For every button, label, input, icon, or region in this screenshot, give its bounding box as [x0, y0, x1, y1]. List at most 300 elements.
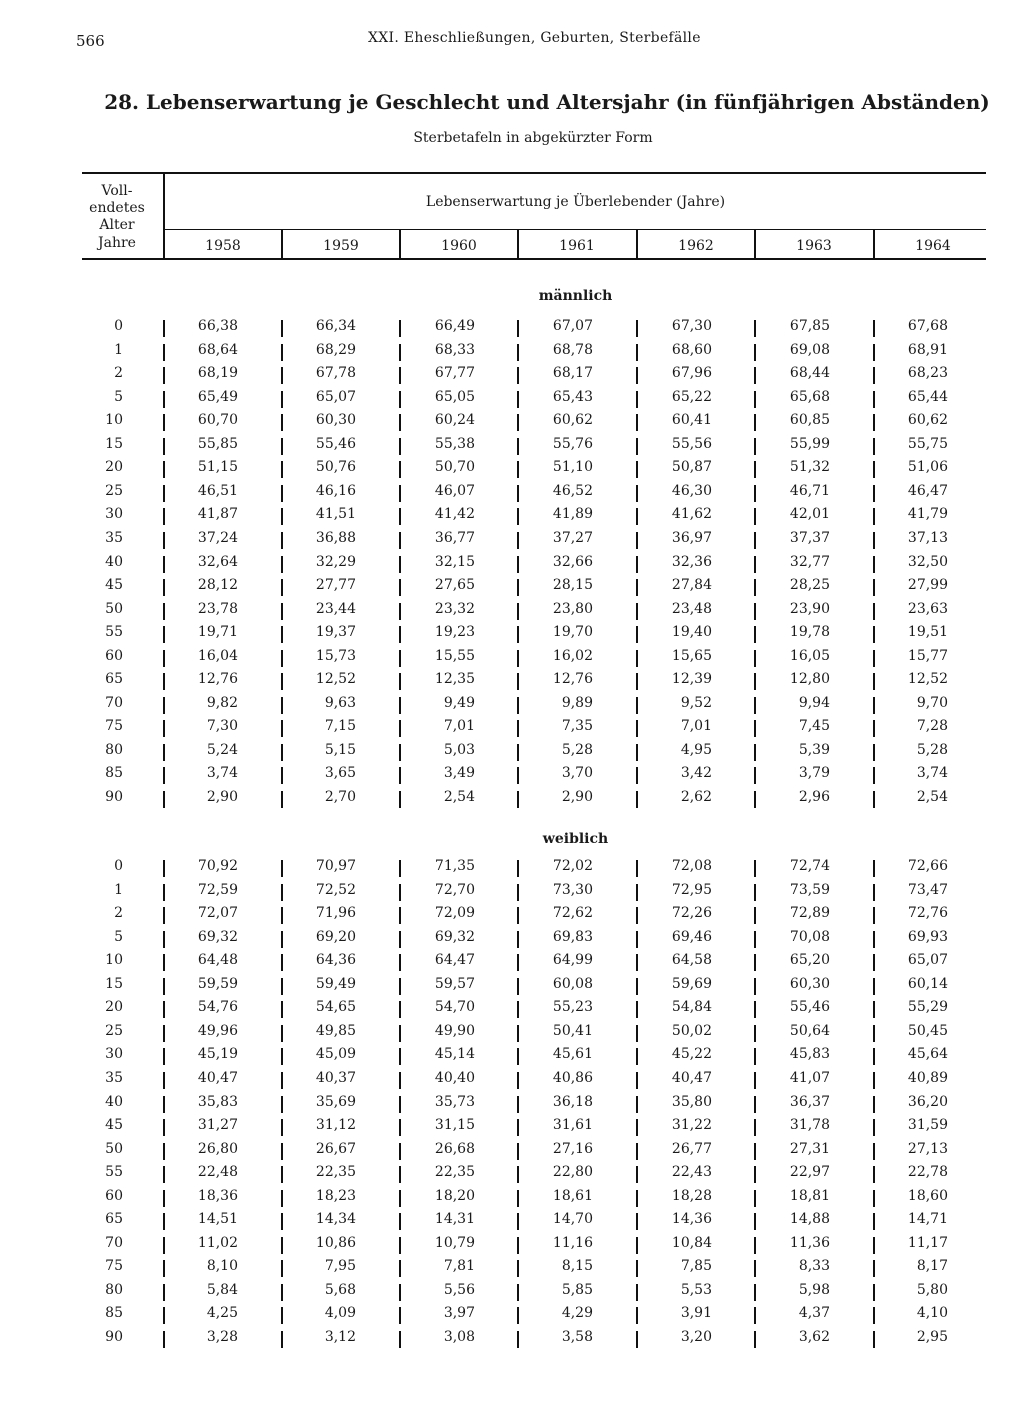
table-row: [0, 671, 1024, 694]
value-cell: 68,78: [552, 341, 593, 358]
value-cell: 3,42: [680, 765, 712, 782]
age-unit-header: Jahre: [98, 235, 136, 251]
column-divider: [281, 1143, 283, 1160]
column-divider: [163, 532, 165, 549]
column-divider: [163, 344, 165, 361]
column-divider: [517, 907, 519, 924]
value-cell: 3,28: [206, 1329, 238, 1345]
year-header: 1959: [323, 238, 359, 254]
column-divider: [636, 931, 638, 948]
value-cell: 46,07: [434, 482, 475, 499]
age-cell: 1: [114, 341, 123, 358]
column-divider: [399, 720, 401, 737]
age-cell: 70: [105, 694, 123, 711]
age-cell: 2: [114, 365, 123, 382]
column-divider: [754, 954, 756, 971]
value-cell: 9,89: [561, 694, 593, 711]
column-divider: [517, 978, 519, 995]
age-cell: 15: [105, 975, 123, 992]
column-divider: [636, 720, 638, 737]
value-cell: 3,58: [561, 1329, 593, 1345]
table-row: [0, 1329, 1024, 1352]
column-divider: [399, 367, 401, 384]
value-cell: 14,51: [197, 1211, 238, 1228]
value-cell: 60,70: [197, 412, 238, 429]
value-cell: 31,12: [315, 1117, 356, 1134]
table-row: [0, 952, 1024, 975]
value-cell: 71,96: [315, 905, 356, 922]
value-cell: 11,36: [789, 1234, 830, 1251]
column-divider: [163, 978, 165, 995]
value-cell: 72,70: [434, 881, 475, 898]
column-divider: [281, 1048, 283, 1065]
value-cell: 49,85: [315, 1022, 356, 1039]
value-cell: 67,07: [552, 318, 593, 334]
column-divider: [873, 1143, 875, 1160]
column-divider: [636, 1096, 638, 1113]
value-cell: 7,45: [798, 718, 830, 735]
page-number: 566: [76, 32, 105, 50]
age-cell: 85: [105, 765, 123, 782]
column-divider: [517, 1284, 519, 1301]
value-cell: 12,39: [671, 671, 712, 688]
table-row: [0, 1211, 1024, 1234]
column-divider: [399, 320, 401, 337]
column-divider: [281, 391, 283, 408]
value-cell: 12,52: [315, 671, 356, 688]
column-divider: [163, 767, 165, 784]
column-divider: [636, 438, 638, 455]
value-cell: 3,74: [916, 765, 948, 782]
value-cell: 37,24: [197, 529, 238, 546]
value-cell: 73,30: [552, 881, 593, 898]
value-cell: 51,15: [197, 459, 238, 476]
column-divider: [399, 744, 401, 761]
column-divider: [399, 767, 401, 784]
value-cell: 60,41: [671, 412, 712, 429]
column-divider: [873, 931, 875, 948]
column-divider: [873, 461, 875, 478]
column-divider: [754, 1260, 756, 1277]
column-divider: [517, 461, 519, 478]
value-cell: 5,84: [206, 1281, 238, 1298]
value-cell: 15,77: [907, 647, 948, 664]
column-divider: [754, 320, 756, 337]
column-divider: [163, 1096, 165, 1113]
column-divider: [281, 556, 283, 573]
column-divider: [754, 1331, 756, 1348]
age-cell: 0: [114, 858, 123, 874]
column-divider: [873, 508, 875, 525]
column-divider: [281, 367, 283, 384]
column-divider: [163, 485, 165, 502]
age-cell: 60: [105, 1187, 123, 1204]
value-cell: 11,02: [197, 1234, 238, 1251]
column-divider: [754, 1166, 756, 1183]
value-cell: 19,23: [434, 624, 475, 641]
column-divider: [754, 1213, 756, 1230]
column-divider: [281, 978, 283, 995]
table-row: [0, 483, 1024, 506]
value-cell: 32,29: [315, 553, 356, 570]
value-cell: 68,23: [907, 365, 948, 382]
value-cell: 2,90: [561, 789, 593, 805]
value-cell: 59,59: [197, 975, 238, 992]
value-cell: 65,44: [907, 388, 948, 405]
column-divider: [281, 884, 283, 901]
value-cell: 4,10: [916, 1305, 948, 1322]
column-divider: [636, 532, 638, 549]
column-divider: [517, 1143, 519, 1160]
column-divider: [517, 344, 519, 361]
column-divider: [873, 884, 875, 901]
value-cell: 8,10: [206, 1258, 238, 1275]
column-divider: [399, 1260, 401, 1277]
value-cell: 68,64: [197, 341, 238, 358]
value-cell: 23,78: [197, 600, 238, 617]
column-divider: [163, 697, 165, 714]
age-cell: 45: [105, 577, 123, 594]
column-divider: [163, 320, 165, 337]
value-cell: 69,08: [789, 341, 830, 358]
header-bottom-rule: [82, 258, 986, 260]
column-divider: [517, 1331, 519, 1348]
column-divider: [636, 1190, 638, 1207]
column-divider: [517, 1166, 519, 1183]
column-divider: [281, 603, 283, 620]
value-cell: 64,47: [434, 952, 475, 969]
column-divider: [163, 556, 165, 573]
value-cell: 5,98: [798, 1281, 830, 1298]
column-divider: [636, 744, 638, 761]
table-row: [0, 1305, 1024, 1328]
column-divider: [163, 1025, 165, 1042]
table-row: [0, 1235, 1024, 1258]
column-divider: [163, 414, 165, 431]
column-divider: [163, 744, 165, 761]
value-cell: 14,71: [907, 1211, 948, 1228]
value-cell: 68,91: [907, 341, 948, 358]
column-divider: [399, 532, 401, 549]
table-title: 28. Lebenserwartung je Geschlecht und Altersjahr (in fünfjährigen Abständen): [104, 90, 990, 114]
value-cell: 66,34: [315, 318, 356, 334]
column-divider: [873, 1025, 875, 1042]
value-cell: 14,31: [434, 1211, 475, 1228]
value-cell: 15,65: [671, 647, 712, 664]
value-cell: 22,97: [789, 1164, 830, 1181]
value-cell: 35,83: [197, 1093, 238, 1110]
column-divider: [636, 884, 638, 901]
column-divider: [281, 320, 283, 337]
value-cell: 65,07: [315, 388, 356, 405]
value-cell: 70,97: [315, 858, 356, 874]
age-header-line: Alter: [99, 217, 135, 233]
table-row: [0, 1023, 1024, 1046]
value-cell: 2,70: [324, 789, 356, 805]
value-cell: 23,90: [789, 600, 830, 617]
value-cell: 22,35: [315, 1164, 356, 1181]
value-cell: 55,46: [315, 435, 356, 452]
value-cell: 40,47: [671, 1069, 712, 1086]
column-divider: [163, 791, 165, 808]
value-cell: 41,89: [552, 506, 593, 523]
column-divider: [399, 461, 401, 478]
column-divider: [399, 1119, 401, 1136]
value-cell: 51,06: [907, 459, 948, 476]
column-divider: [517, 1213, 519, 1230]
column-divider: [517, 791, 519, 808]
column-divider: [754, 1119, 756, 1136]
column-divider: [281, 1213, 283, 1230]
age-cell: 10: [105, 952, 123, 969]
column-divider: [636, 579, 638, 596]
column-divider: [517, 414, 519, 431]
column-divider: [281, 1166, 283, 1183]
value-cell: 16,05: [789, 647, 830, 664]
table-row: [0, 765, 1024, 788]
value-cell: 19,37: [315, 624, 356, 641]
value-cell: 5,28: [561, 741, 593, 758]
column-divider: [281, 954, 283, 971]
age-cell: 20: [105, 459, 123, 476]
column-divider: [517, 954, 519, 971]
value-cell: 26,77: [671, 1140, 712, 1157]
age-cell: 80: [105, 1281, 123, 1298]
age-header-line: endetes: [89, 200, 145, 216]
column-divider: [873, 1331, 875, 1348]
value-cell: 60,14: [907, 975, 948, 992]
value-cell: 69,32: [197, 928, 238, 945]
value-cell: 3,65: [324, 765, 356, 782]
column-divider: [636, 860, 638, 877]
value-cell: 72,52: [315, 881, 356, 898]
value-cell: 65,22: [671, 388, 712, 405]
column-divider: [163, 1143, 165, 1160]
column-divider: [163, 391, 165, 408]
value-cell: 55,75: [907, 435, 948, 452]
column-divider: [873, 650, 875, 667]
column-divider: [517, 1048, 519, 1065]
column-divider: [163, 1166, 165, 1183]
column-divider: [163, 1119, 165, 1136]
value-cell: 68,19: [197, 365, 238, 382]
value-cell: 3,62: [798, 1329, 830, 1345]
value-cell: 32,50: [907, 553, 948, 570]
value-cell: 55,85: [197, 435, 238, 452]
value-cell: 72,76: [907, 905, 948, 922]
value-cell: 45,09: [315, 1046, 356, 1063]
value-cell: 72,02: [552, 858, 593, 874]
value-cell: 35,80: [671, 1093, 712, 1110]
value-cell: 27,31: [789, 1140, 830, 1157]
value-cell: 12,76: [552, 671, 593, 688]
column-divider: [517, 1307, 519, 1324]
column-divider: [873, 1307, 875, 1324]
value-cell: 8,15: [561, 1258, 593, 1275]
column-divider: [636, 978, 638, 995]
value-cell: 68,60: [671, 341, 712, 358]
value-cell: 23,48: [671, 600, 712, 617]
column-divider: [399, 931, 401, 948]
column-divider: [281, 579, 283, 596]
age-cell: 90: [105, 789, 123, 805]
column-divider: [517, 1001, 519, 1018]
value-cell: 9,63: [324, 694, 356, 711]
value-cell: 18,28: [671, 1187, 712, 1204]
column-divider: [399, 884, 401, 901]
column-divider: [399, 1143, 401, 1160]
value-cell: 50,02: [671, 1022, 712, 1039]
value-cell: 12,52: [907, 671, 948, 688]
table-row: [0, 459, 1024, 482]
value-cell: 9,82: [206, 694, 238, 711]
table-row: [0, 601, 1024, 624]
table-row: [0, 624, 1024, 647]
value-cell: 27,13: [907, 1140, 948, 1157]
value-cell: 46,51: [197, 482, 238, 499]
year-header: 1962: [678, 238, 714, 254]
value-cell: 60,62: [552, 412, 593, 429]
column-divider: [636, 1072, 638, 1089]
column-divider: [873, 1213, 875, 1230]
column-divider: [399, 556, 401, 573]
table-subtitle: Sterbetafeln in abgekürzter Form: [413, 130, 653, 146]
column-divider: [281, 1260, 283, 1277]
column-divider: [517, 697, 519, 714]
column-divider: [754, 391, 756, 408]
column-divider: [754, 438, 756, 455]
column-divider: [754, 508, 756, 525]
value-cell: 73,59: [789, 881, 830, 898]
value-cell: 40,40: [434, 1069, 475, 1086]
column-divider: [517, 508, 519, 525]
column-divider: [517, 391, 519, 408]
value-cell: 4,95: [680, 741, 712, 758]
column-divider: [754, 344, 756, 361]
column-divider: [873, 1166, 875, 1183]
column-divider: [517, 673, 519, 690]
column-divider: [517, 1260, 519, 1277]
column-divider: [754, 650, 756, 667]
value-cell: 54,84: [671, 999, 712, 1016]
column-divider: [636, 320, 638, 337]
age-cell: 55: [105, 1164, 123, 1181]
column-divider: [636, 414, 638, 431]
value-cell: 60,62: [907, 412, 948, 429]
value-cell: 2,62: [680, 789, 712, 805]
column-divider: [163, 1001, 165, 1018]
value-cell: 54,65: [315, 999, 356, 1016]
column-divider: [636, 650, 638, 667]
value-cell: 64,48: [197, 952, 238, 969]
column-divider: [281, 532, 283, 549]
value-cell: 37,37: [789, 529, 830, 546]
value-cell: 22,35: [434, 1164, 475, 1181]
column-divider: [399, 673, 401, 690]
value-cell: 5,28: [916, 741, 948, 758]
table-row: [0, 1117, 1024, 1140]
column-divider: [399, 485, 401, 502]
column-divider: [399, 907, 401, 924]
value-cell: 5,53: [680, 1281, 712, 1298]
value-cell: 69,46: [671, 928, 712, 945]
header-column-divider: [754, 230, 756, 259]
value-cell: 16,02: [552, 647, 593, 664]
value-cell: 40,47: [197, 1069, 238, 1086]
column-divider: [163, 931, 165, 948]
column-divider: [754, 1048, 756, 1065]
age-cell: 1: [114, 881, 123, 898]
column-divider: [636, 791, 638, 808]
value-cell: 19,70: [552, 624, 593, 641]
value-cell: 35,73: [434, 1093, 475, 1110]
value-cell: 51,32: [789, 459, 830, 476]
value-cell: 40,37: [315, 1069, 356, 1086]
table-row: [0, 999, 1024, 1022]
value-cell: 18,81: [789, 1187, 830, 1204]
column-divider: [873, 603, 875, 620]
value-cell: 19,51: [907, 624, 948, 641]
value-cell: 68,44: [789, 365, 830, 382]
value-cell: 37,27: [552, 529, 593, 546]
value-cell: 41,07: [789, 1069, 830, 1086]
value-cell: 12,35: [434, 671, 475, 688]
value-cell: 3,49: [443, 765, 475, 782]
value-cell: 45,64: [907, 1046, 948, 1063]
value-cell: 4,29: [561, 1305, 593, 1322]
column-divider: [517, 744, 519, 761]
age-cell: 5: [114, 928, 123, 945]
column-divider: [873, 1096, 875, 1113]
table-row: [0, 789, 1024, 812]
value-cell: 2,96: [798, 789, 830, 805]
column-divider: [873, 320, 875, 337]
value-cell: 32,77: [789, 553, 830, 570]
value-cell: 70,92: [197, 858, 238, 874]
age-cell: 25: [105, 1022, 123, 1039]
year-header: 1961: [559, 238, 595, 254]
value-cell: 9,52: [680, 694, 712, 711]
column-divider: [636, 367, 638, 384]
column-divider: [754, 860, 756, 877]
column-divider: [636, 1001, 638, 1018]
age-cell: 10: [105, 412, 123, 429]
value-cell: 7,81: [443, 1258, 475, 1275]
column-divider: [163, 884, 165, 901]
age-cell: 0: [114, 318, 123, 334]
column-divider: [281, 626, 283, 643]
column-divider: [163, 1284, 165, 1301]
life-expectancy-header: Lebenserwartung je Überlebender (Jahre): [425, 194, 726, 210]
header-column-divider: [873, 230, 875, 259]
table-row: [0, 718, 1024, 741]
column-divider: [873, 1190, 875, 1207]
value-cell: 64,99: [552, 952, 593, 969]
year-header: 1960: [441, 238, 477, 254]
value-cell: 41,87: [197, 506, 238, 523]
column-divider: [517, 860, 519, 877]
table-row: [0, 436, 1024, 459]
value-cell: 18,36: [197, 1187, 238, 1204]
table-row: [0, 1164, 1024, 1187]
column-divider: [636, 1025, 638, 1042]
value-cell: 72,66: [907, 858, 948, 874]
value-cell: 5,24: [206, 741, 238, 758]
value-cell: 22,48: [197, 1164, 238, 1181]
age-cell: 40: [105, 1093, 123, 1110]
value-cell: 36,37: [789, 1093, 830, 1110]
column-divider: [873, 791, 875, 808]
